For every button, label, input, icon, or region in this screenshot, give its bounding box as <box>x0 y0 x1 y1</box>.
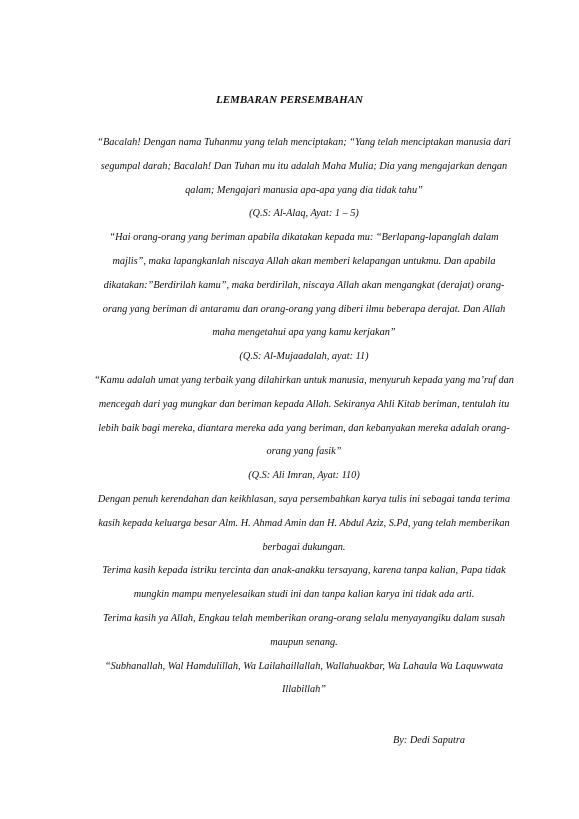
dedication-family: Dengan penuh kerendahan dan keikhlasan, saya persembahkan karya tulis ini sebagai tanda terima kasih kepada keluarga besar Alm. H. Ahmad Amin dan H. Abdul Aziz, S.Pd, yang telah memberikan berbagai dukungan. <box>97 493 511 553</box>
author-signature: By: Dedi Saputra <box>393 735 466 746</box>
dedication-allah: Terima kasih ya Allah, Engkau telah memberikan orang-orang selalu menyayangiku dalam susah maupun senang. <box>102 612 506 648</box>
quote-al-mujaadalah: “Hai orang-orang yang beriman apabila dikatakan kepada mu: “Berlapang-lapanglah dalam majlis”, maka lapangkanlah niscaya Allah akan memberi kelapangan untukmu. Dan apabila dikatakan:”Berdirilah kamu”, maka berdirilah, niscaya Allah akan mengangkat (derajat) orang-orang yang beriman di antaramu dan orang-orang yang diberi ilmu beberapa derajat. Dan Allah maha mengetahui apa yang kamu kerjakan” <box>102 232 506 339</box>
citation-al-mujaadalah: (Q.S: Al-Mujaadalah, ayat: 11) <box>239 351 369 363</box>
quote-al-alaq: “Bacalah! Dengan nama Tuhanmu yang telah menciptakan; “Yang telah menciptakan manusia dari segumpal darah; Bacalah! Dan Tuhan mu itu adalah Maha Mulia; Dia yang mengajarkan dengan qalam; Mengajari manusia apa-apa yang dia tidak tahu” <box>97 137 511 196</box>
dedication-wife-children: Terima kasih kepada istriku tercinta dan anak-anakku tersayang, karena tanpa kalian, Papa tidak mungkin mampu menyelesaikan studi ini dan tanpa kalian karya ini tidak ada arti. <box>102 565 506 601</box>
citation-al-alaq: (Q.S: Al-Alaq, Ayat: 1 – 5) <box>249 208 359 220</box>
page-title: LEMBARAN PERSEMBAHAN <box>215 94 364 106</box>
dedication-body <box>94 131 514 702</box>
citation-ali-imran: (Q.S: Ali Imran, Ayat: 110) <box>248 470 360 482</box>
quote-ali-imran: “Kamu adalah umat yang terbaik yang dilahirkan untuk manusia, menyuruh kepada yang ma’ruf dan mencegah dari yag mungkar dan beriman kepada Allah. Sekiranya Ahli Kitab beriman, tentulah itu lebih baik bagi mereka, diantara mereka ada yang beriman, dan kebanyakan mereka adalah orang-orang yang fasik” <box>94 374 514 458</box>
closing-dhikr: “Subhanallah, Wal Hamdulillah, Wa Lailahaillallah, Wallahuakbar, Wa Lahaula Wa Laquwwata Illabillah” <box>104 660 504 696</box>
